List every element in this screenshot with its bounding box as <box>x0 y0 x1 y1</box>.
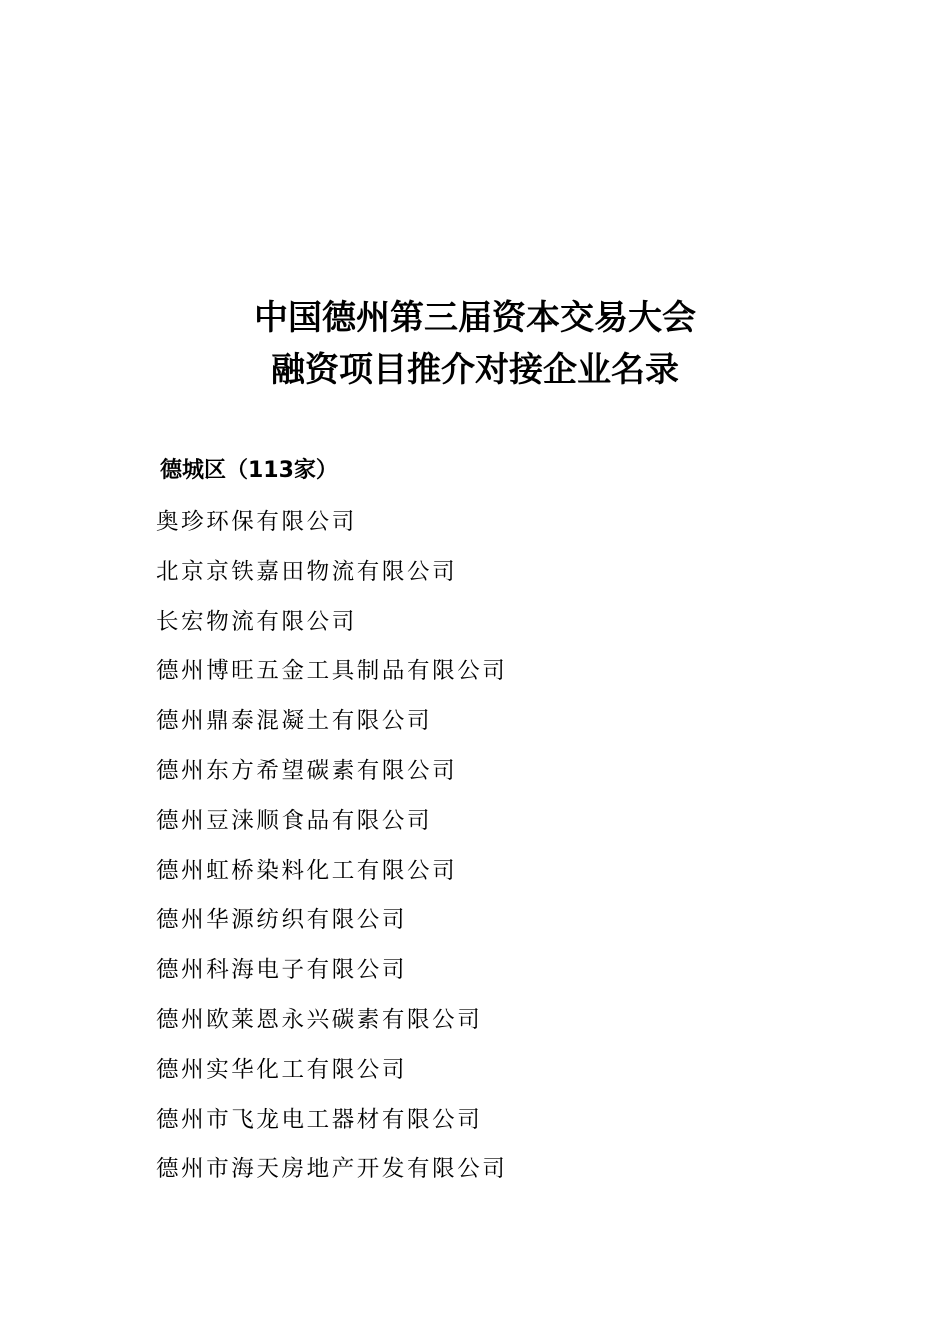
list-item: 奥珍环保有限公司 <box>156 509 357 535</box>
list-item: 德州鼎泰混凝土有限公司 <box>156 708 433 735</box>
section-heading-district: 德城区（113家） <box>160 458 338 483</box>
list-item: 德州东方希望碳素有限公司 <box>156 757 458 784</box>
document-title-line-1: 中国德州第三届资本交易大会 <box>254 298 696 338</box>
list-item: 德州虹桥染料化工有限公司 <box>156 857 458 884</box>
list-item: 德州豆涞顺食品有限公司 <box>156 807 433 834</box>
list-item: 长宏物流有限公司 <box>156 608 357 635</box>
company-list <box>156 504 507 1201</box>
list-item: 德州实华化工有限公司 <box>156 1056 408 1083</box>
list-item: 德州科海电子有限公司 <box>156 957 408 984</box>
list-item: 德州市飞龙电工器材有限公司 <box>156 1106 483 1133</box>
list-item: 德州欧莱恩永兴碳素有限公司 <box>156 1006 483 1033</box>
list-item: 德州市海天房地产开发有限公司 <box>156 1156 508 1183</box>
list-item: 德州华源纺织有限公司 <box>156 907 408 934</box>
list-item: 德州博旺五金工具制品有限公司 <box>156 658 508 685</box>
list-item: 北京京铁嘉田物流有限公司 <box>156 558 458 585</box>
document-title-line-2: 融资项目推介对接企业名录 <box>271 350 679 390</box>
